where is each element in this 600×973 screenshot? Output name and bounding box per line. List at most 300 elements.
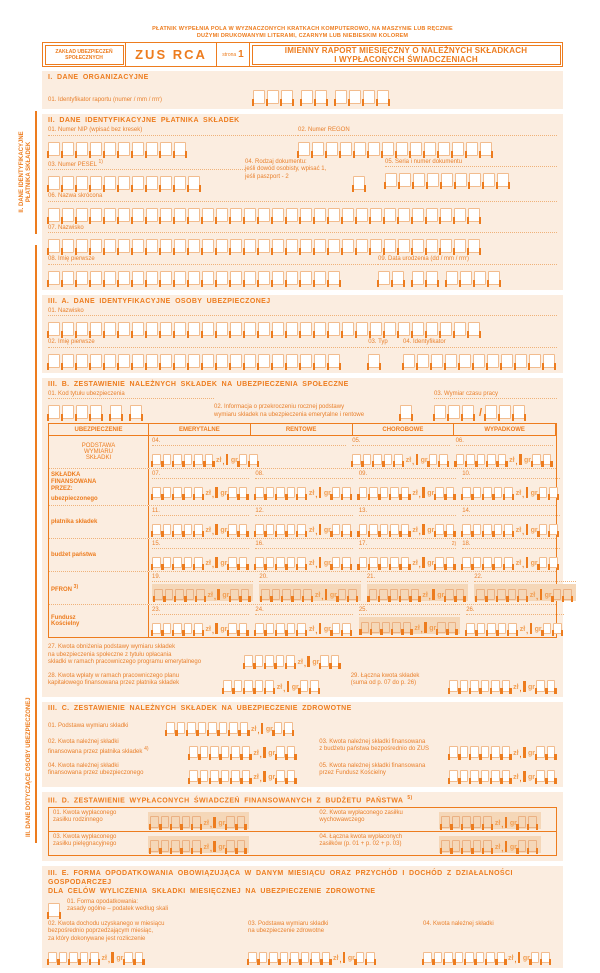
grosze-label: gr	[528, 683, 535, 691]
amount-field-04[interactable]	[152, 448, 346, 465]
char-box	[182, 816, 191, 828]
char-box	[427, 173, 439, 187]
char-box	[216, 239, 228, 253]
firstname-input[interactable]	[48, 267, 378, 285]
identifier-input[interactable]	[403, 350, 557, 368]
char-box	[269, 952, 278, 964]
char-box	[342, 322, 354, 336]
zloty-label: zł	[308, 527, 315, 534]
char-box	[202, 239, 214, 253]
id-type-input[interactable]	[368, 350, 403, 368]
char-box	[487, 623, 496, 635]
amount-field-29[interactable]	[449, 675, 557, 692]
char-box	[460, 271, 472, 285]
char-box	[184, 454, 193, 466]
char-box	[473, 524, 482, 536]
char-box	[446, 557, 455, 569]
decimal-comma: ,	[315, 492, 318, 499]
char-box	[104, 142, 116, 156]
char-box	[366, 952, 375, 964]
char-box	[476, 589, 485, 601]
row-label: Fundusz Kościelny	[51, 615, 80, 627]
char-box	[241, 589, 250, 601]
section-3a-title: III. A. DANE IDENTYFIKACYJNE OSOBY UBEZPIECZONEJ	[48, 297, 271, 305]
amount-field-06[interactable]	[456, 448, 553, 465]
doc-series-input[interactable]	[385, 169, 557, 187]
char-box	[369, 487, 378, 499]
decimal-comma: ,	[501, 821, 504, 829]
char-box	[483, 840, 492, 852]
char-box	[513, 405, 525, 419]
char-box	[410, 142, 422, 156]
benefit-f03-input[interactable]	[148, 836, 249, 853]
char-box	[173, 623, 182, 635]
char-box	[384, 239, 396, 253]
amount-field-05[interactable]	[352, 448, 449, 465]
char-box	[380, 557, 389, 569]
grosze-label: gr	[220, 560, 228, 567]
decimal-comma: ,	[315, 562, 318, 569]
char-box	[369, 524, 378, 536]
surname-label: 07. Nazwisko	[48, 225, 557, 234]
char-box	[460, 680, 469, 692]
char-box	[353, 176, 365, 190]
worktime-input[interactable]	[434, 401, 557, 419]
char-box	[48, 239, 60, 253]
section-3b-title: III. B. ZESTAWIENIE NALEŻNYCH SKŁADEK NA UBEZPIECZENIA SPOŁECZNE	[48, 380, 349, 388]
health-base-label: 01. Podstawa wymiaru składki	[48, 723, 129, 729]
grosze-label: gr	[437, 592, 445, 599]
pesel-input[interactable]	[48, 172, 245, 190]
char-box	[118, 354, 130, 368]
zloty-label: zł	[412, 527, 418, 534]
char-box	[192, 816, 201, 828]
char-box	[340, 142, 352, 156]
char-box	[286, 271, 298, 285]
char-box	[189, 770, 198, 782]
grosze-label: gr	[220, 626, 228, 633]
grosze-label: gr	[312, 658, 320, 666]
char-box	[536, 680, 545, 692]
char-box	[186, 589, 195, 601]
char-box	[188, 322, 200, 336]
id-type-label: 03. Typ	[368, 339, 403, 348]
amount-field-09[interactable]	[359, 481, 456, 498]
podstawa-label: PODSTAWA WYMIARU SKŁADKI	[49, 436, 149, 468]
zloty-label: zł	[333, 955, 339, 963]
amount-field-28[interactable]	[223, 675, 320, 692]
char-box	[231, 770, 240, 782]
char-box	[173, 454, 182, 466]
char-box	[412, 322, 424, 336]
page-indicator	[216, 42, 250, 67]
char-box	[452, 142, 464, 156]
char-box	[216, 354, 228, 368]
char-box	[342, 208, 354, 222]
char-box	[536, 746, 545, 758]
col-chorobowe: CHOROBOWE	[352, 423, 455, 436]
amount-field-23[interactable]	[152, 617, 249, 634]
char-box	[392, 622, 401, 634]
insurance-code-input[interactable]	[48, 401, 214, 419]
char-box	[239, 454, 248, 466]
report-id-input[interactable]	[253, 86, 391, 104]
char-box	[498, 623, 507, 635]
char-box	[110, 405, 122, 419]
instruction-line-2: DUŻYMI DRUKOWANYMI LITERAMI, CZARNYM LUB NIEBIESKIM KOLOREM	[196, 33, 409, 39]
section-3c-title: III. C. ZESTAWIENIE NALEŻNYCH SKŁADEK NA UBEZPIECZENIE ZDROWOTNE	[48, 704, 352, 712]
amount-field-17[interactable]	[359, 551, 456, 568]
char-box	[300, 208, 312, 222]
decimal-comma: ,	[315, 529, 318, 536]
zloty-label: zł	[412, 490, 418, 497]
amount-field-13[interactable]	[359, 518, 456, 535]
char-box	[335, 90, 347, 104]
decimal-comma: ,	[515, 459, 518, 466]
char-box	[76, 271, 88, 285]
char-box	[483, 487, 492, 499]
char-box	[255, 557, 264, 569]
birthdate-input[interactable]	[378, 267, 557, 285]
char-box	[342, 487, 351, 499]
decimal-comma: ,	[412, 459, 415, 466]
char-box	[473, 354, 485, 368]
form-title-line1: IMIENNY RAPORT MIESIĘCZNY O NALEŻNYCH SKŁADKACH	[284, 45, 528, 55]
rail-line-section2	[35, 111, 37, 234]
char-box	[130, 405, 142, 419]
amount-field-10[interactable]	[462, 481, 559, 498]
char-box	[502, 746, 511, 758]
char-box	[437, 622, 446, 634]
char-box	[230, 322, 242, 336]
zl-gr-divider	[319, 487, 322, 498]
health-base2-input[interactable]	[248, 946, 423, 963]
zl-gr-divider	[215, 557, 218, 568]
char-box	[448, 405, 460, 419]
nip-input[interactable]	[48, 138, 298, 156]
char-box	[396, 142, 408, 156]
decimal-comma: ,	[522, 529, 525, 536]
char-box	[477, 623, 486, 635]
char-box	[300, 322, 312, 336]
char-box	[303, 589, 312, 601]
instruction-line-1: PŁATNIK WYPEŁNIA POLA W WYZNACZONYCH KRATKACH KOMPUTEROWO, NA MASZYNIE LUB RĘCZNIE	[152, 26, 453, 32]
char-box	[462, 524, 471, 536]
char-box	[188, 208, 200, 222]
char-box	[320, 655, 329, 667]
char-box	[328, 208, 340, 222]
char-box	[297, 524, 306, 536]
char-box	[161, 816, 170, 828]
char-box	[62, 354, 74, 368]
char-box	[76, 322, 88, 336]
char-box	[502, 770, 511, 782]
benefit-f02-input[interactable]	[439, 812, 540, 829]
char-box	[90, 952, 99, 964]
amount-field-20[interactable]	[259, 584, 360, 601]
grosze-label: gr	[323, 490, 331, 497]
char-box	[146, 176, 158, 190]
char-box	[440, 239, 452, 253]
char-box	[223, 680, 232, 692]
char-box	[62, 142, 74, 156]
zl-gr-divider	[325, 589, 328, 600]
amount-field-18[interactable]	[462, 551, 559, 568]
grosze-label: gr	[265, 725, 273, 733]
char-box	[553, 589, 562, 601]
char-box	[539, 487, 548, 499]
char-box	[286, 354, 298, 368]
char-box	[412, 208, 424, 222]
char-box	[486, 952, 495, 964]
char-box	[239, 557, 248, 569]
zl-gr-divider	[523, 771, 526, 782]
char-box	[377, 90, 389, 104]
char-box	[449, 746, 458, 758]
char-box	[171, 840, 180, 852]
benefit-f04-label: 04. Łączna kwota wypłaconych zasiłków (p. 01 + p. 02 + p. 03)	[319, 833, 403, 848]
grosze-label: gr	[528, 749, 535, 757]
char-box	[188, 271, 200, 285]
char-box	[485, 405, 497, 419]
amount-field-11[interactable]	[152, 518, 249, 535]
income-label: 02. Kwota dochodu uzyskanego w miesiącu bezpośrednio poprzedzającym miesiąc, za który dokonywane jest rozliczenie	[48, 920, 165, 942]
char-box	[528, 840, 537, 852]
amount-field-12[interactable]	[255, 518, 352, 535]
char-box	[460, 746, 469, 758]
zloty-label: zł	[203, 843, 209, 851]
char-box	[231, 746, 240, 758]
health-base-input[interactable]	[166, 717, 295, 734]
decimal-comma: ,	[211, 529, 214, 536]
amount-field-24[interactable]	[255, 617, 352, 634]
char-box	[265, 680, 274, 692]
rail-label-section2-line1: II. DANE IDENTYFIKACYJNE	[19, 131, 25, 213]
tax-form-checkbox[interactable]	[48, 899, 62, 917]
char-box	[160, 142, 172, 156]
short-name-input[interactable]	[48, 204, 557, 222]
char-box	[310, 680, 319, 692]
char-box	[132, 322, 144, 336]
char-box	[532, 454, 541, 466]
char-box	[228, 557, 237, 569]
char-box	[481, 770, 490, 782]
char-box	[373, 454, 382, 466]
char-box	[184, 487, 193, 499]
char-box	[456, 454, 465, 466]
char-box	[491, 746, 500, 758]
char-box	[454, 239, 466, 253]
zloty-label: zł	[509, 457, 515, 464]
amount-field-16[interactable]	[255, 551, 352, 568]
char-box	[272, 239, 284, 253]
char-box	[434, 952, 443, 964]
char-box	[468, 208, 480, 222]
char-box	[265, 655, 274, 667]
char-box	[150, 816, 159, 828]
char-box	[248, 952, 257, 964]
char-box	[146, 271, 158, 285]
char-box	[553, 623, 562, 635]
char-box	[435, 487, 444, 499]
decimal-comma: ,	[303, 660, 306, 668]
char-box	[276, 746, 285, 758]
char-box	[174, 208, 186, 222]
char-box	[452, 840, 461, 852]
char-box	[477, 454, 486, 466]
health-f04-input[interactable]	[189, 765, 297, 782]
char-box	[104, 322, 116, 336]
char-box	[200, 746, 209, 758]
short-name-label: 06. Nazwa skrócona	[48, 193, 557, 202]
char-box	[146, 142, 158, 156]
decimal-comma: ,	[209, 821, 212, 829]
amount-field-14[interactable]	[462, 518, 559, 535]
char-box	[282, 589, 291, 601]
char-box	[504, 557, 513, 569]
char-box	[528, 816, 537, 828]
regon-input[interactable]	[298, 138, 557, 156]
char-box	[163, 454, 172, 466]
income-input[interactable]	[48, 946, 248, 963]
char-box	[160, 322, 172, 336]
char-box	[286, 655, 295, 667]
char-box	[543, 623, 552, 635]
char-box	[194, 454, 203, 466]
char-box	[194, 557, 203, 569]
grosze-label: gr	[218, 843, 226, 851]
char-box	[152, 623, 161, 635]
char-box	[400, 589, 409, 601]
char-box	[287, 557, 296, 569]
char-box	[152, 454, 161, 466]
char-box	[332, 524, 341, 536]
char-box	[202, 322, 214, 336]
char-box	[470, 746, 479, 758]
char-box	[412, 271, 424, 285]
zl-gr-divider	[424, 622, 427, 633]
char-box	[314, 322, 326, 336]
field-29-label: 29. Łączna kwota składek (suma od p. 07 do p. 26)	[350, 672, 420, 686]
char-box	[274, 722, 283, 734]
char-box	[202, 208, 214, 222]
zloty-label: zł	[297, 658, 303, 666]
amount-field-22[interactable]	[474, 584, 575, 601]
amount-field-27[interactable]	[244, 650, 341, 667]
char-box	[242, 770, 251, 782]
char-box	[90, 142, 102, 156]
char-box	[384, 208, 396, 222]
grosze-label: gr	[218, 819, 226, 827]
char-box	[352, 454, 361, 466]
char-box	[315, 90, 327, 104]
decimal-comma: ,	[514, 957, 517, 965]
char-box	[48, 952, 57, 964]
char-box	[69, 952, 78, 964]
char-box	[368, 142, 380, 156]
char-box	[359, 524, 368, 536]
insured-surname-input[interactable]	[48, 318, 557, 336]
char-box	[494, 557, 503, 569]
char-box	[286, 239, 298, 253]
health-f05-input[interactable]	[449, 765, 557, 782]
char-box	[249, 454, 258, 466]
grosze-label: gr	[427, 490, 435, 497]
amount-field-19[interactable]	[152, 584, 253, 601]
insured-firstname-input[interactable]	[48, 350, 368, 368]
char-box	[379, 589, 388, 601]
amount-field-07[interactable]	[152, 481, 249, 498]
zl-gr-divider	[319, 623, 322, 634]
annual-base-info-input[interactable]	[400, 401, 426, 419]
char-box	[488, 271, 500, 285]
char-box	[547, 770, 556, 782]
char-box	[76, 354, 88, 368]
char-box	[266, 487, 275, 499]
amount-field-15[interactable]	[152, 551, 249, 568]
char-box	[342, 524, 351, 536]
due-amount-input[interactable]	[423, 946, 557, 963]
zl-gr-divider	[263, 747, 266, 758]
char-box	[259, 952, 268, 964]
amount-field-25[interactable]	[359, 617, 460, 634]
char-box	[90, 322, 102, 336]
char-box	[462, 487, 471, 499]
char-box	[177, 722, 186, 734]
char-box	[439, 454, 448, 466]
doc-type-input[interactable]	[353, 172, 379, 190]
char-box	[441, 840, 450, 852]
char-box	[361, 622, 370, 634]
char-box	[62, 176, 74, 190]
char-box	[174, 176, 186, 190]
char-box	[173, 524, 182, 536]
char-box	[539, 557, 548, 569]
char-box	[441, 173, 453, 187]
char-box	[272, 271, 284, 285]
char-box	[331, 655, 340, 667]
grosze-label: gr	[534, 626, 542, 633]
row-label: PFRON $^{3)}$	[51, 583, 79, 593]
page-label: strona	[222, 51, 237, 58]
identifier-label: 04. Identyfikator	[403, 339, 557, 348]
char-box	[287, 623, 296, 635]
char-box	[118, 176, 130, 190]
char-box	[487, 589, 496, 601]
char-box	[244, 354, 256, 368]
char-box	[187, 722, 196, 734]
amount-field-21[interactable]	[367, 584, 468, 601]
row-label: płatnika składek	[51, 519, 98, 525]
char-box	[174, 239, 186, 253]
benefit-f04-input[interactable]	[439, 836, 540, 853]
char-box	[104, 208, 116, 222]
row-label: ubezpieczonego	[51, 496, 98, 502]
amount-field-26[interactable]	[466, 617, 563, 634]
char-box	[384, 322, 396, 336]
fill-instructions	[42, 26, 563, 40]
surname-input[interactable]	[48, 235, 557, 253]
health-f02-input[interactable]	[189, 741, 297, 758]
char-box	[370, 322, 382, 336]
amount-field-08[interactable]	[255, 481, 352, 498]
char-box	[152, 487, 161, 499]
char-box	[455, 173, 467, 187]
zloty-label: zł	[529, 592, 536, 599]
health-f03-input[interactable]	[449, 741, 557, 758]
char-box	[208, 722, 217, 734]
benefit-f01-input[interactable]	[148, 812, 249, 829]
